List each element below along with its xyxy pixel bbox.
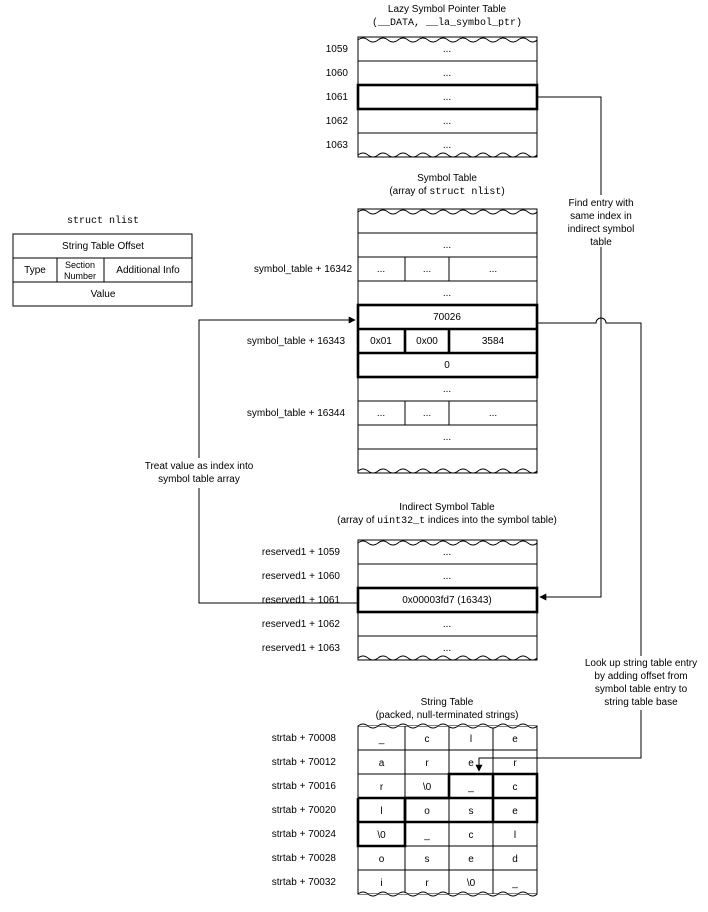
symbol-ellipsis: ...: [422, 264, 432, 275]
indirect-table-subtitle: (array of uint32_t indices into the symbol table): [337, 515, 557, 527]
strtab-char: o: [378, 854, 385, 865]
indirect-row-value: ...: [442, 619, 452, 630]
indirect-table-title: Indirect Symbol Table: [399, 502, 495, 513]
symbol-ellipsis: ...: [442, 432, 452, 443]
symbol-row-label: symbol_table + 16344: [246, 408, 345, 419]
strtab-row-label: strtab + 70008: [271, 733, 336, 744]
symbol-entry-desc: 3584: [481, 336, 505, 347]
strtab-char: r: [379, 782, 384, 793]
note-line: string table base: [604, 697, 678, 708]
strtab-char: c: [512, 782, 518, 793]
strtab-char: l: [380, 806, 383, 817]
symbol-entry-type: 0x01: [370, 336, 392, 347]
indirect-row-label: reserved1 + 1062: [261, 619, 340, 630]
lazy-row-value: ...: [442, 68, 452, 79]
symbol-ellipsis: ...: [442, 288, 452, 299]
symbol-ellipsis: ...: [442, 384, 452, 395]
lazy-row-value: ...: [442, 140, 452, 151]
strtab-char: o: [424, 806, 430, 817]
strtab-char: a: [378, 758, 385, 769]
string-table-subtitle: (packed, null-terminated strings): [375, 710, 519, 721]
strtab-row-label: strtab + 70012: [271, 757, 336, 768]
strtab-char: i: [380, 878, 383, 889]
annotation-find-entry: [560, 195, 644, 248]
strtab-char: c: [424, 734, 430, 745]
nlist-section-label-line-2: Number: [63, 271, 97, 281]
symbol-ellipsis: ...: [442, 240, 452, 251]
strtab-char: l: [469, 734, 473, 745]
indirect-row-value: ...: [442, 547, 452, 558]
symbol-ellipsis: ...: [488, 408, 498, 419]
symbol-ellipsis: ...: [376, 264, 386, 275]
symbol-row-label: symbol_table + 16343: [246, 336, 345, 347]
strtab-char: _: [512, 878, 518, 889]
strtab-row-label: strtab + 70024: [271, 829, 336, 840]
symbol-ellipsis: ...: [422, 408, 432, 419]
symbol-entry-value: 0: [444, 360, 450, 371]
nlist-string-offset-label: String Table Offset: [62, 241, 144, 252]
lazy-row-value: ...: [442, 92, 452, 103]
strtab-row-label: strtab + 70016: [271, 781, 336, 792]
note-line: by adding offset from: [594, 671, 688, 682]
lazy-row-label: 1060: [325, 68, 348, 79]
lazy-row-label: 1059: [325, 44, 348, 55]
indirect-row-label: reserved1 + 1060: [261, 571, 340, 582]
indirect-row-value: ...: [442, 571, 452, 582]
indirect-symbol-table: [262, 502, 557, 660]
strtab-char: _: [468, 782, 474, 793]
strtab-char: e: [468, 854, 474, 865]
note-line: symbol table entry to: [594, 684, 688, 695]
lazy-row-value: ...: [442, 44, 452, 55]
lazy-row-label: 1062: [325, 116, 348, 127]
indirect-row-label: reserved1 + 1059: [261, 547, 340, 558]
note-line: table: [590, 237, 612, 248]
strtab-row-label: strtab + 70032: [271, 877, 336, 888]
strtab-char: s: [468, 806, 474, 817]
note-line: Treat value as index into: [144, 461, 254, 472]
symbol-table: [247, 173, 537, 473]
string-table: [272, 697, 537, 896]
symbol-ellipsis: ...: [376, 408, 386, 419]
indirect-row-value: ...: [442, 643, 452, 654]
nlist-value-label: Value: [90, 289, 116, 300]
indirect-row-label: reserved1 + 1061: [261, 595, 340, 606]
indirect-row-value: 0x00003fd7 (16343): [402, 595, 492, 606]
nlist-additional-info-label: Additional Info: [116, 265, 180, 276]
struct-nlist-diagram: [13, 215, 192, 306]
strtab-char: r: [425, 758, 429, 769]
strtab-char: e: [468, 758, 474, 769]
strtab-char: e: [512, 806, 518, 817]
symbol-table-title: Symbol Table: [417, 173, 477, 184]
strtab-char: d: [512, 854, 518, 865]
lazy-row-label: 1061: [325, 92, 348, 103]
note-line: Find entry with: [568, 198, 634, 209]
lazy-table-title: Lazy Symbol Pointer Table: [387, 4, 507, 15]
nlist-type-label: Type: [24, 265, 46, 276]
strtab-char: _: [378, 734, 385, 745]
strtab-char: c: [468, 830, 474, 841]
symbol-entry-sect: 0x00: [416, 336, 438, 347]
note-line: symbol table array: [158, 474, 240, 485]
strtab-char: \0: [377, 830, 386, 841]
nlist-section-label-line-1: Section: [64, 260, 96, 270]
strtab-char: _: [424, 830, 430, 841]
strtab-char: r: [425, 878, 429, 889]
lazy-symbol-pointer-table: [326, 4, 537, 157]
strtab-char: e: [512, 734, 518, 745]
annotation-treat-value: [138, 458, 262, 488]
symbol-row-label: symbol_table + 16342: [253, 264, 352, 275]
note-line: indirect symbol: [567, 224, 635, 235]
strtab-row-label: strtab + 70028: [271, 853, 336, 864]
symbol-table-subtitle: (array of struct nlist): [389, 186, 505, 198]
lazy-table-subtitle: (__DATA, __la_symbol_ptr): [371, 18, 523, 29]
note-line: same index in: [570, 211, 632, 222]
symbol-entry-offset: 70026: [433, 312, 461, 323]
annotation-look-up: [574, 656, 706, 710]
lazy-table-rows: [326, 37, 537, 157]
strtab-char: \0: [422, 782, 432, 793]
lazy-row-label: 1063: [325, 140, 348, 151]
strtab-char: l: [513, 830, 517, 841]
strtab-row-label: strtab + 70020: [271, 805, 336, 816]
strtab-char: \0: [466, 878, 476, 889]
string-table-title: String Table: [420, 697, 474, 708]
indirect-row-label: reserved1 + 1063: [261, 643, 340, 654]
symbol-ellipsis: ...: [488, 264, 498, 275]
note-line: Look up string table entry: [584, 658, 698, 669]
strtab-char: r: [513, 758, 517, 769]
strtab-char: s: [424, 854, 430, 865]
lazy-row-value: ...: [442, 116, 452, 127]
nlist-title: struct nlist: [66, 216, 140, 227]
